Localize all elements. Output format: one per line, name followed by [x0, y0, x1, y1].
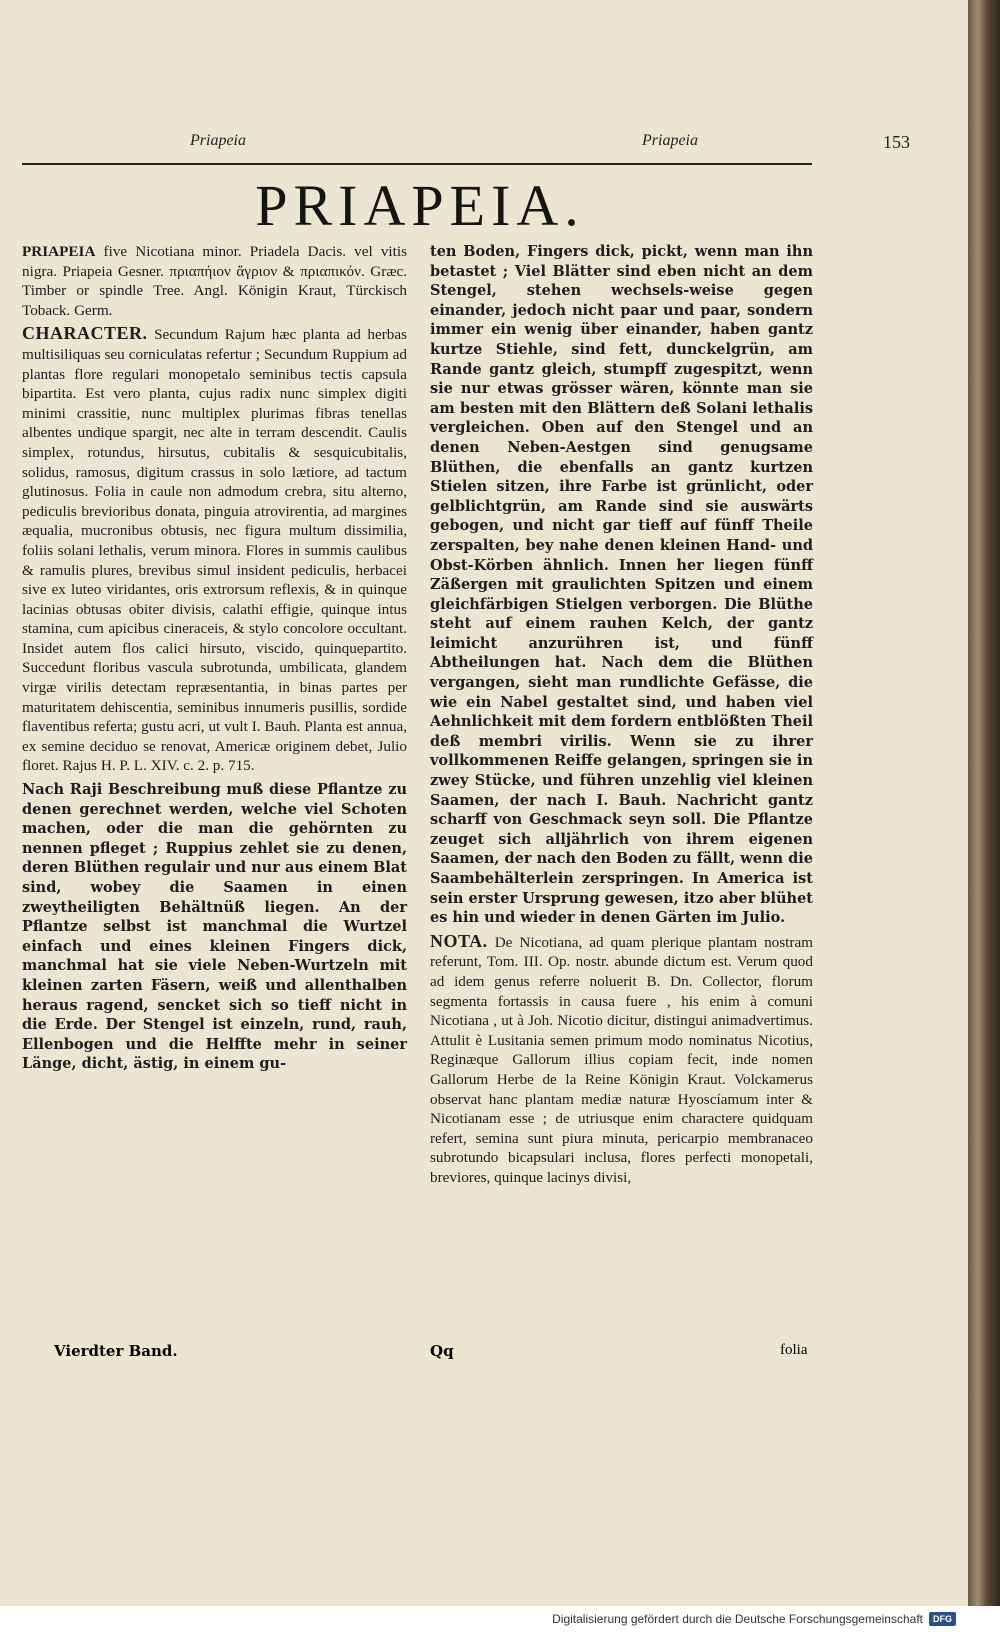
right-column — [430, 242, 813, 1192]
catchword: folia — [780, 1342, 808, 1358]
left-column — [22, 242, 407, 1078]
header-rule — [22, 163, 812, 165]
nota-paragraph — [430, 932, 813, 1188]
signature-mark: Qq — [430, 1342, 454, 1360]
running-head-center: Priapeia — [642, 132, 698, 149]
footer — [552, 1612, 956, 1626]
running-head-left: Priapeia — [190, 132, 246, 149]
page-number: 153 — [883, 132, 910, 152]
german-description-right: ten Boden, Fingers dick, pickt, wenn man ihn betastet ; Viel Blätter sind eben nicht an dem Stengel, stehen wechsels-weise gegen einander, jedoch nicht paar und paar, sondern immer ein wenig über einander, haben gantz kurtze Stiehle, sind fett, dunckelgrün, am Rande gantz gleich, stumpff zugespitzt, wenn sie nur etwas grösser wären, könnte man sie am besten mit den Blättern deß Solani lethalis vergleichen. Oben auf den Stengel und an denen Neben-Aestgen sind genugsame Blüthen, die ebenfalls an gantz kurtzen Stielen sitzen, ihre Farbe ist grünlicht, oder gelblichtgrün, am Rande sind sie auswärts gebogen, und nicht gar tieff auf fünff Theile zerspalten, bey nahe denen kleinen Hand- und Obst-Körben ähnlich. Innen her liegen fünff Zäßergen mit graulichten Spitzen und einem gleichfärbigen Stielgen verborgen. Die Blüthe steht auf einem rauhen Kelch, der gantz leimicht anzurühren ist, und fünff Abtheilungen hat. Nach dem die Blüthen vergangen, sieht man rundlichte Gefässe, die wie ein Nabel gestaltet sind, und haben viel Aehnlichkeit mit dem fordern entblößten Theil deß membri virilis. Wenn sie zu ihrer vollkommenen Reiffe gelangen, springen sie in zwey Stücke, und führen unzehlig viel kleinen Saamen, der nach I. Bauh. Nachricht gantz scharff von Geschmack seyn soll. Die Pflantze zeuget sich alljährlich von ihrem eigenen Saamen, der nach den Boden zu fällt, wenn die Saambehälterlein zerspringen. In America ist sein erster Ursprung gewesen, itzo aber blühet es hin und wieder in denen Gärten im Julio. — [430, 243, 813, 927]
book-edge — [968, 0, 1000, 1606]
character-text: Secundum Rajum hæc planta ad herbas multisiliquas seu corniculatas refertur ; Secundum Ruppium ad plantas flore regulari monopetalo seminibus tectis capsula bipartita. Est vero planta, cujus radix nunc simplex digiti minimi crassitie, nunc multiplex plurimas fibras tenellas albentes undique spargit, nec alte in terram descendit. Caulis simplex, rotundus, hirsutus, cubitalis & sesquicubitalis, solidus, ramosus, digitum crassus in solo lætiore, ad tactum glutinosus. Folia in caule non admodum crebra, situ alterno, pediculis brevioribus donata, pinguia atrovirentia, ad margines æqualia, mucronibus obtusis, nec figura multum dissimilia, foliis solani lethalis, verum minora. Flores in summis caulibus & ramulis plures, brevibus simul insident pediculis, herbacei sive ex luteo viridantes, oris extrorsum reflexis, & in quinque lacinias obtusas obiter divisis, calathi effigie, quinque intus stamina, cum apicibus cineraceis, & stylo concolore occultant. Insidet autem flos calici hirsuto, viscido, quinquepartito. Succedunt floribus vascula subrotunda, umbilicata, glandem virgæ virilis detectam repræsentantia, in binas partes per maturitatem dehiscentia, seminibus innumeris pusillis, sordide flaventibus referta; gustu acri, ut vult I. Bauh. Planta est annua, ex semine deciduo se renovat, Americæ originem debet, Julio floret. Rajus H. P. L. XIV. c. 2. p. 715. — [22, 326, 407, 775]
digitization-note: Digitalisierung gefördert durch die Deutsche Forschungsgemeinschaft — [552, 1612, 923, 1626]
character-paragraph — [22, 324, 407, 776]
nota-text: De Nicotiana, ad quam plerique plantam nostram referunt, Tom. III. Op. nostr. abunde dictum est. Verum quod ad idem genus referre noluerit B. Dn. Collector, florum segmenta fortassis in causa fuere , his enim à comuni Nicotiana , ut à Joh. Nicotio dicitur, distingui animadvertimus. Attulit è Lusitania semen primum modo nominatus Nicotius, Reginæque Gallorum illius copiam fecit, inde nomen Gallorum Herbe de la Reine Königin Kraut. Volckamerus observat hanc plantam mediæ naturæ Hyoscíamum inter & Nicotianam esse ; de utriusque enim charactere quidquam refert, semina sunt piura minuta, pericarpio membranaceo subrotundo bicapsulari inclusa, flores perfecti monopetali, breviores, quinque lacinys divisi, — [430, 933, 813, 1186]
page-title: PRIAPEIA. — [255, 173, 585, 238]
character-head: CHARACTER. — [22, 323, 148, 344]
running-head — [40, 132, 920, 156]
entry-synonyms — [22, 242, 407, 320]
signature-line: Vierdter Band. — [54, 1342, 178, 1360]
german-description-left: Nach Raji Beschreibung muß diese Pflantze zu denen gerechnet werden, welche viel Schoten machen, oder die man die gehörnten zu nennen pfleget ; Ruppius zehlet sie zu denen, deren Blüthen regulair und nur aus einem Blat sind, wobey die Saamen in einen zweytheiligten Behältnüß liegen. An der Pflantze selbst ist manchmal die Wurtzel einfach und eines kleinen Fingers dick, manchmal hat sie viele Neben-Wurtzeln mit kleinen zarten Fäsern, weiß und allenthalben heraus ragend, sencket sich so tieff nicht in die Erde. Der Stengel ist einzeln, rund, rauh, Ellenbogen und die Helffte mehr in seiner Länge, dicht, ästig, in einem gu- — [22, 781, 407, 1073]
nota-head: NOTA. — [430, 930, 488, 951]
entry-head: PRIAPEIA — [22, 243, 96, 260]
dfg-logo: DFG — [929, 1612, 956, 1626]
entry-synonyms-text: five Nicotiana minor. Priadela Dacis. vel vitis nigra. Priapeia Gesner. πριαπήιον ἄγριον & πριαπικόν. Græc. Timber or spindle Tree. Angl. Königin Kraut, Türckisch Toback. Germ. — [22, 243, 407, 319]
